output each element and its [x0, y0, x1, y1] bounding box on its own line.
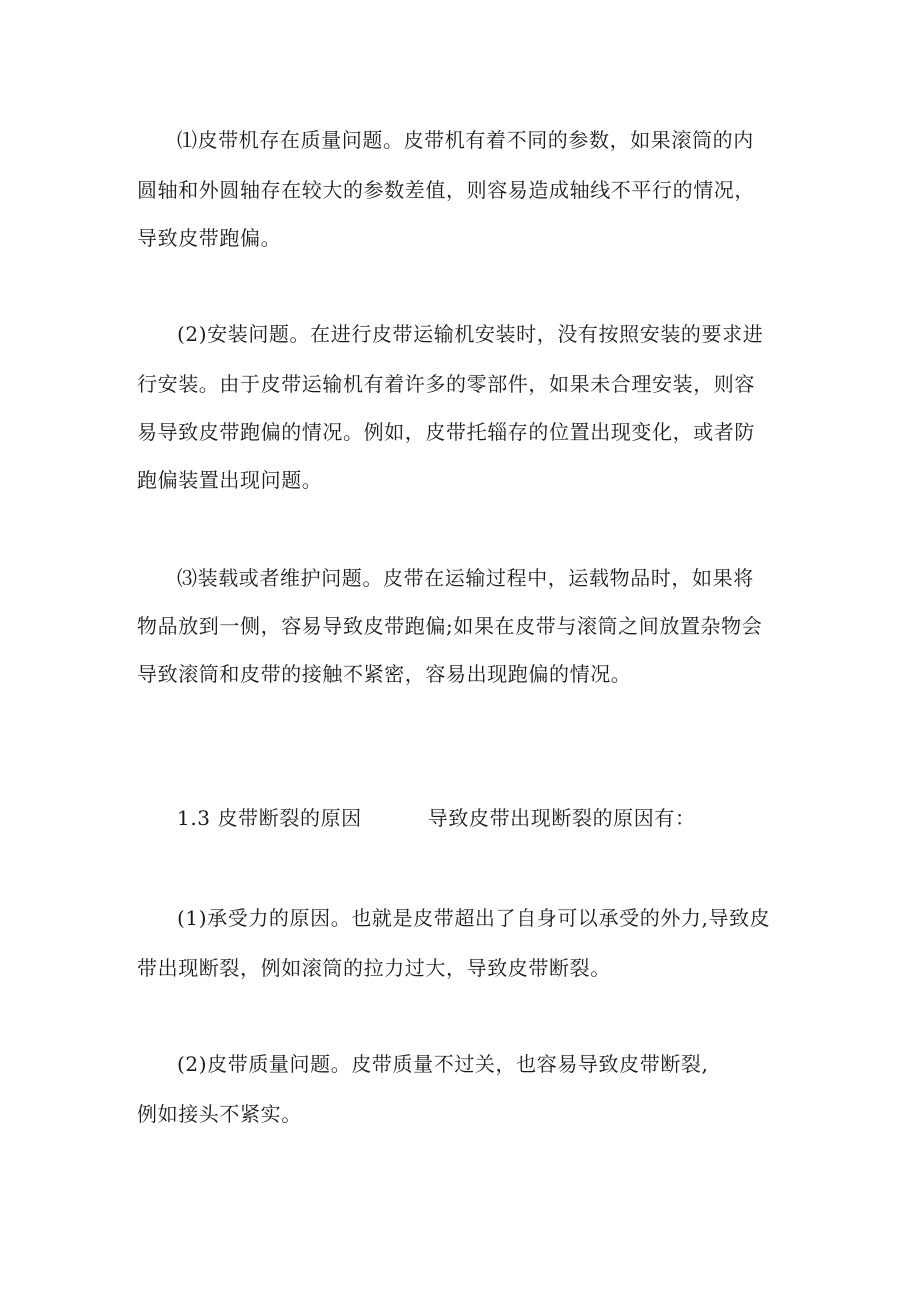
- text-line: ⑶装载或者维护问题。皮带在运输过程中，运载物品时，如果将: [177, 566, 754, 590]
- text-line: 导致滚筒和皮带的接触不紧密，容易出现跑偏的情况。: [137, 662, 632, 686]
- text-line: (1)承受力的原因。也就是皮带超出了自身可以承受的外力,导致皮: [177, 906, 771, 930]
- text-line: 圆轴和外圆轴存在较大的参数差值，则容易造成轴线不平行的情况，: [137, 178, 755, 202]
- text-line: 行安装。由于皮带运输机有着许多的零部件，如果未合理安装，则容: [137, 372, 755, 396]
- section-heading-line: [177, 806, 696, 830]
- text-line: 带出现断裂，例如滚筒的拉力过大，导致皮带断裂。: [137, 956, 611, 980]
- section-intro: 导致皮带出现断裂的原因有：: [427, 806, 696, 830]
- text-line: ⑴皮带机存在质量问题。皮带机有着不同的参数，如果滚筒的内: [177, 128, 754, 152]
- text-line: (2)安装问题。在进行皮带运输机安装时，没有按照安装的要求进: [177, 322, 764, 346]
- text-line: 导致皮带跑偏。: [137, 226, 282, 250]
- text-line: 跑偏装置出现问题。: [137, 468, 323, 492]
- section-heading: 1.3 皮带断裂的原因: [177, 806, 362, 830]
- text-line: (2)皮带质量问题。皮带质量不过关，也容易导致皮带断裂,: [177, 1052, 709, 1076]
- text-line: 易导致皮带跑偏的情况。例如，皮带托辎存的位置出现变化，或者防: [137, 420, 755, 444]
- text-line: 物品放到一侧，容易导致皮带跑偏;如果在皮带与滚筒之间放置杂物会: [137, 614, 763, 638]
- text-line: 例如接头不紧实。: [137, 1102, 302, 1126]
